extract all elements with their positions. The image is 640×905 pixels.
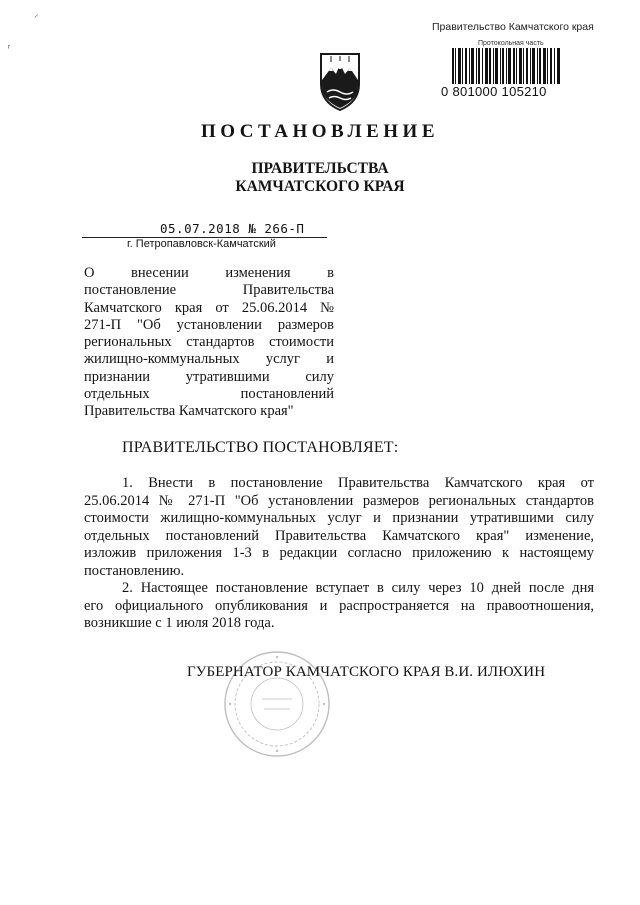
subject-line: признании утратившими силу xyxy=(84,368,334,385)
signature-line: ГУБЕРНАТОР КАМЧАТСКОГО КРАЯ В.И. ИЛЮХИН xyxy=(187,664,546,680)
document-title: ПОСТАНОВЛЕНИЕ xyxy=(200,121,440,142)
subject-line: региональных стандартов стоимости xyxy=(84,334,334,351)
barcode-caption: Протокольная часть xyxy=(478,40,544,47)
decree-heading: ПРАВИТЕЛЬСТВО ПОСТАНОВЛЯЕТ: xyxy=(122,439,399,456)
paragraph-line: 2. Настоящее постановление вступает в силу через 10 дней после дня xyxy=(122,580,594,596)
paragraph-line: изложив приложения 1-3 в редакции согласно приложению к настоящему xyxy=(84,545,594,562)
subject-line: Камчатского края от 25.06.2014 № xyxy=(84,299,334,316)
coat-of-arms-icon xyxy=(317,50,363,112)
scan-mark: ⸝ xyxy=(34,9,39,19)
paragraph-line: 1. Внести в постановление Правительства Камчатского края от xyxy=(122,475,594,491)
barcode-number: 0 801000 105210 xyxy=(441,84,547,99)
barcode-icon xyxy=(452,48,560,84)
paragraph-line: 25.06.2014 № 271-П "Об установлении размеров региональных стандартов xyxy=(84,492,594,509)
issuer-line: КАМЧАТСКОГО КРАЯ xyxy=(235,178,405,195)
issuer-line: ПРАВИТЕЛЬСТВА xyxy=(251,160,389,177)
paragraph-line: стоимости жилищно-коммунальных услуг и признании утратившими силу xyxy=(84,510,594,527)
paragraph-2 xyxy=(84,580,594,633)
subject-line: 271-П "Об установлении размеров xyxy=(84,316,334,333)
subject-line: Правительства Камчатского края" xyxy=(84,403,294,420)
paragraph-line: отдельных постановлений Правительства Камчатского края" изменение, xyxy=(84,527,594,544)
subject-line: отдельных постановлений xyxy=(84,386,334,403)
subject-line: жилищно-коммунальных услуг и xyxy=(84,351,334,368)
paragraph-line: его официального опубликования и распространяется на правоотношения, xyxy=(84,597,594,614)
org-stamp: Правительство Камчатского края xyxy=(432,21,594,33)
paragraph-1 xyxy=(84,475,594,581)
subject-line: постановление Правительства xyxy=(84,282,334,299)
scan-mark: ᵣ xyxy=(8,40,11,50)
paragraph-line: возникшие с 1 июля 2018 года. xyxy=(84,615,275,632)
date-number: 05.07.2018 № 266-П xyxy=(160,221,305,236)
city: г. Петропавловск-Камчатский xyxy=(127,238,276,250)
paragraph-line: постановлению. xyxy=(84,562,185,579)
document-subject xyxy=(84,265,334,421)
subject-line: О внесении изменения в xyxy=(84,265,334,281)
